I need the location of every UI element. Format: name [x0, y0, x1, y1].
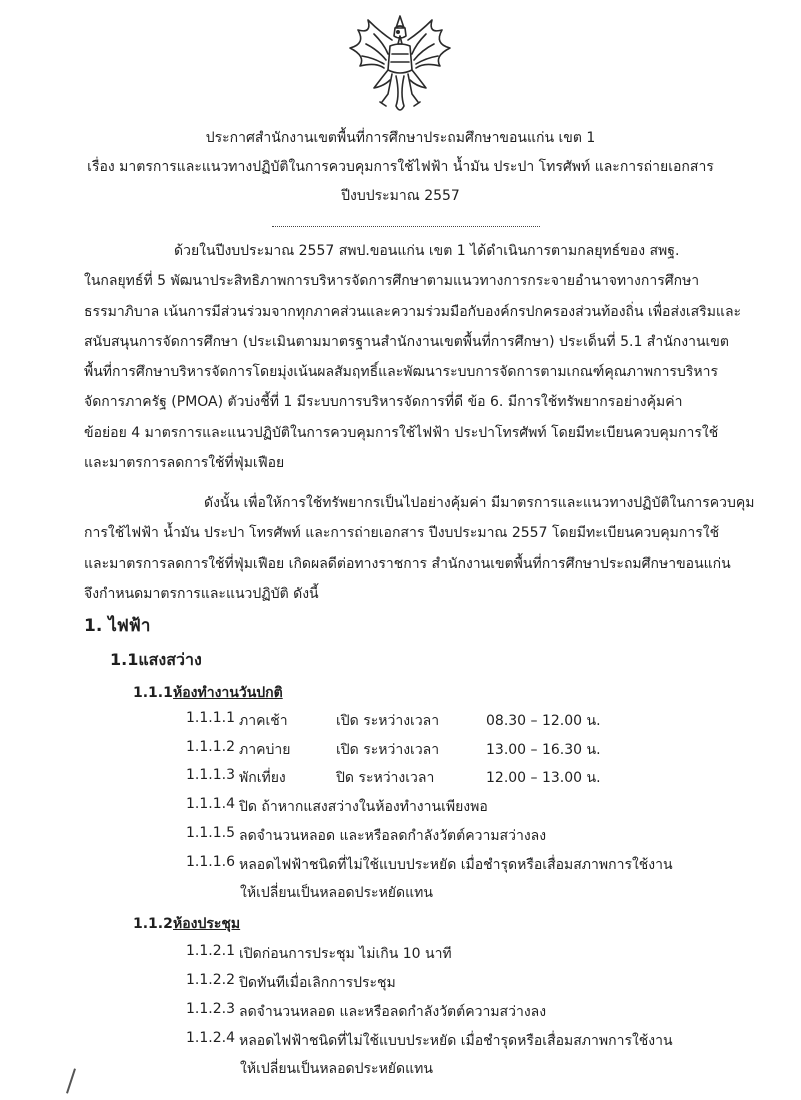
item-text: หลอดไฟฟ้าชนิดที่ไม่ใช้แบบประหยัด เมื่อชำรุดหรือเสื่อมสภาพการใช้งาน — [239, 857, 673, 873]
intro-line: จัดการภาครัฐ (PMOA) ตัวบ่งชี้ที่ 1 มีระบบการบริหารจัดการที่ดี ข้อ 6. มีการใช้ทรัพยากรอย่างคุ้มค่า — [84, 394, 683, 411]
item-label: พักเที่ยง — [239, 770, 286, 786]
intro-line: และมาตรการลดการใช้ที่ฟุ่มเฟือย — [84, 455, 285, 472]
item-number: 1.1.2.4 — [186, 1030, 235, 1046]
garuda-emblem-icon — [344, 10, 456, 118]
item-number: 1.1.1.3 — [186, 767, 235, 783]
item-action: เปิด ระหว่างเวลา — [336, 742, 440, 758]
meeting-heading-title: ห้องประชุม — [173, 916, 241, 932]
item-text: ลดจำนวนหลอด และหรือลดกำลังวัตต์ความสว่างลง — [239, 1004, 547, 1020]
dotted-divider — [272, 226, 540, 227]
subject-line: เรื่อง มาตรการและแนวทางปฏิบัติในการควบคุมการใช้ไฟฟ้า น้ำมัน ประปา โทรศัพท์ และการถ่ายเอกสาร — [87, 159, 714, 175]
item-number: 1.1.1.5 — [186, 825, 235, 841]
intro-line: ในกลยุทธ์ที่ 5 พัฒนาประสิทธิภาพการบริหารจัดการศึกษาตามแนวทางการกระจายอำนาจทางการศึกษา — [84, 273, 700, 290]
intro-line: ธรรมาภิบาล เน้นการมีส่วนร่วมจากทุกภาคส่วนและความร่วมมือกับองค์กรปกครองส่วนท้องถิ่น เพื่อส่งเสริมและ — [84, 303, 742, 320]
office-heading — [133, 682, 283, 704]
intro-line: ด้วยในปีงบประมาณ 2557 สพป.ขอนแก่น เขต 1 ได้ดำเนินการตามกลยุทธ์ของ สพฐ. — [174, 243, 680, 259]
office-heading-number: 1.1.1 — [133, 685, 173, 701]
meeting-room-heading — [133, 913, 240, 935]
therefore-line: จึงกำหนดมาตรการและแนวปฏิบัติ ดังนี้ — [84, 585, 319, 602]
therefore-line: ดังนั้น เพื่อให้การใช้ทรัพยากรเป็นไปอย่างคุ้มค่า มีมาตรการและแนวทางปฏิบัติในการควบคุม — [204, 495, 755, 511]
office-heading-title: ห้องทำงานวันปกติ — [173, 685, 283, 701]
intro-paragraph — [84, 236, 741, 478]
item-number: 1.1.2.2 — [186, 972, 235, 988]
item-label: ภาคเช้า — [239, 713, 288, 729]
announcement-title: ประกาศสำนักงานเขตพื้นที่การศึกษาประถมศึกษาขอนแก่น เขต 1 — [205, 130, 596, 146]
item-time: 12.00 – 13.00 น. — [486, 770, 601, 786]
section-lighting-heading: 1.1แสงสว่าง — [110, 650, 202, 669]
item-number: 1.1.1.1 — [186, 710, 235, 726]
item-action: ปิด ระหว่างเวลา — [336, 770, 435, 786]
item-number: 1.1.1.6 — [186, 854, 235, 870]
item-label: ภาคบ่าย — [239, 742, 291, 758]
item-text: ปิด ถ้าหากแสงสว่างในห้องทำงานเพียงพอ — [239, 799, 488, 815]
item-number: 1.1.1.4 — [186, 796, 235, 812]
item-text: หลอดไฟฟ้าชนิดที่ไม่ใช้แบบประหยัด เมื่อชำรุดหรือเสื่อมสภาพการใช้งาน — [239, 1033, 673, 1049]
item-number: 1.1.2.3 — [186, 1001, 235, 1017]
item-continuation: ให้เปลี่ยนเป็นหลอดประหยัดแทน — [240, 885, 433, 901]
intro-line: พื้นที่การศึกษาบริหารจัดการโดยมุ่งเน้นผลสัมฤทธิ์และพัฒนาระบบการจัดการตามเกณฑ์คุณภาพการบริหาร — [84, 364, 718, 381]
item-text: เปิดก่อนการประชุม ไม่เกิน 10 นาที — [239, 946, 452, 962]
therefore-paragraph — [84, 488, 755, 609]
item-action: เปิด ระหว่างเวลา — [336, 713, 440, 729]
intro-line: ข้อย่อย 4 มาตรการและแนวปฏิบัติในการควบคุมการใช้ไฟฟ้า ประปาโทรศัพท์ โดยมีทะเบียนควบคุมการใช้ — [84, 424, 719, 441]
item-text: ลดจำนวนหลอด และหรือลดกำลังวัตต์ความสว่างลง — [239, 828, 547, 844]
meeting-heading-number: 1.1.2 — [133, 916, 173, 932]
item-time: 08.30 – 12.00 น. — [486, 713, 601, 729]
item-number: 1.1.1.2 — [186, 739, 235, 755]
section-electricity-heading: 1. ไฟฟ้า — [84, 616, 151, 636]
scan-mark — [66, 1068, 76, 1093]
item-time: 13.00 – 16.30 น. — [486, 742, 601, 758]
item-continuation: ให้เปลี่ยนเป็นหลอดประหยัดแทน — [240, 1061, 433, 1077]
fiscal-year: ปีงบประมาณ 2557 — [341, 188, 460, 204]
intro-line: สนับสนุนการจัดการศึกษา (ประเมินตามมาตรฐานสำนักงานเขตพื้นที่การศึกษา) ประเด็นที่ 5.1 สำนักงานเขต — [84, 333, 729, 350]
item-number: 1.1.2.1 — [186, 943, 235, 959]
therefore-line: และมาตรการลดการใช้ที่ฟุ่มเฟือย เกิดผลดีต่อทางราชการ สำนักงานเขตพื้นที่การศึกษาประถมศึกษาขอนแก่น — [84, 555, 731, 572]
therefore-line: การใช้ไฟฟ้า น้ำมัน ประปา โทรศัพท์ และการถ่ายเอกสาร ปีงบประมาณ 2557 โดยมีทะเบียนควบคุมการใช้ — [84, 525, 720, 542]
item-text: ปิดทันทีเมื่อเลิกการประชุม — [239, 975, 396, 991]
